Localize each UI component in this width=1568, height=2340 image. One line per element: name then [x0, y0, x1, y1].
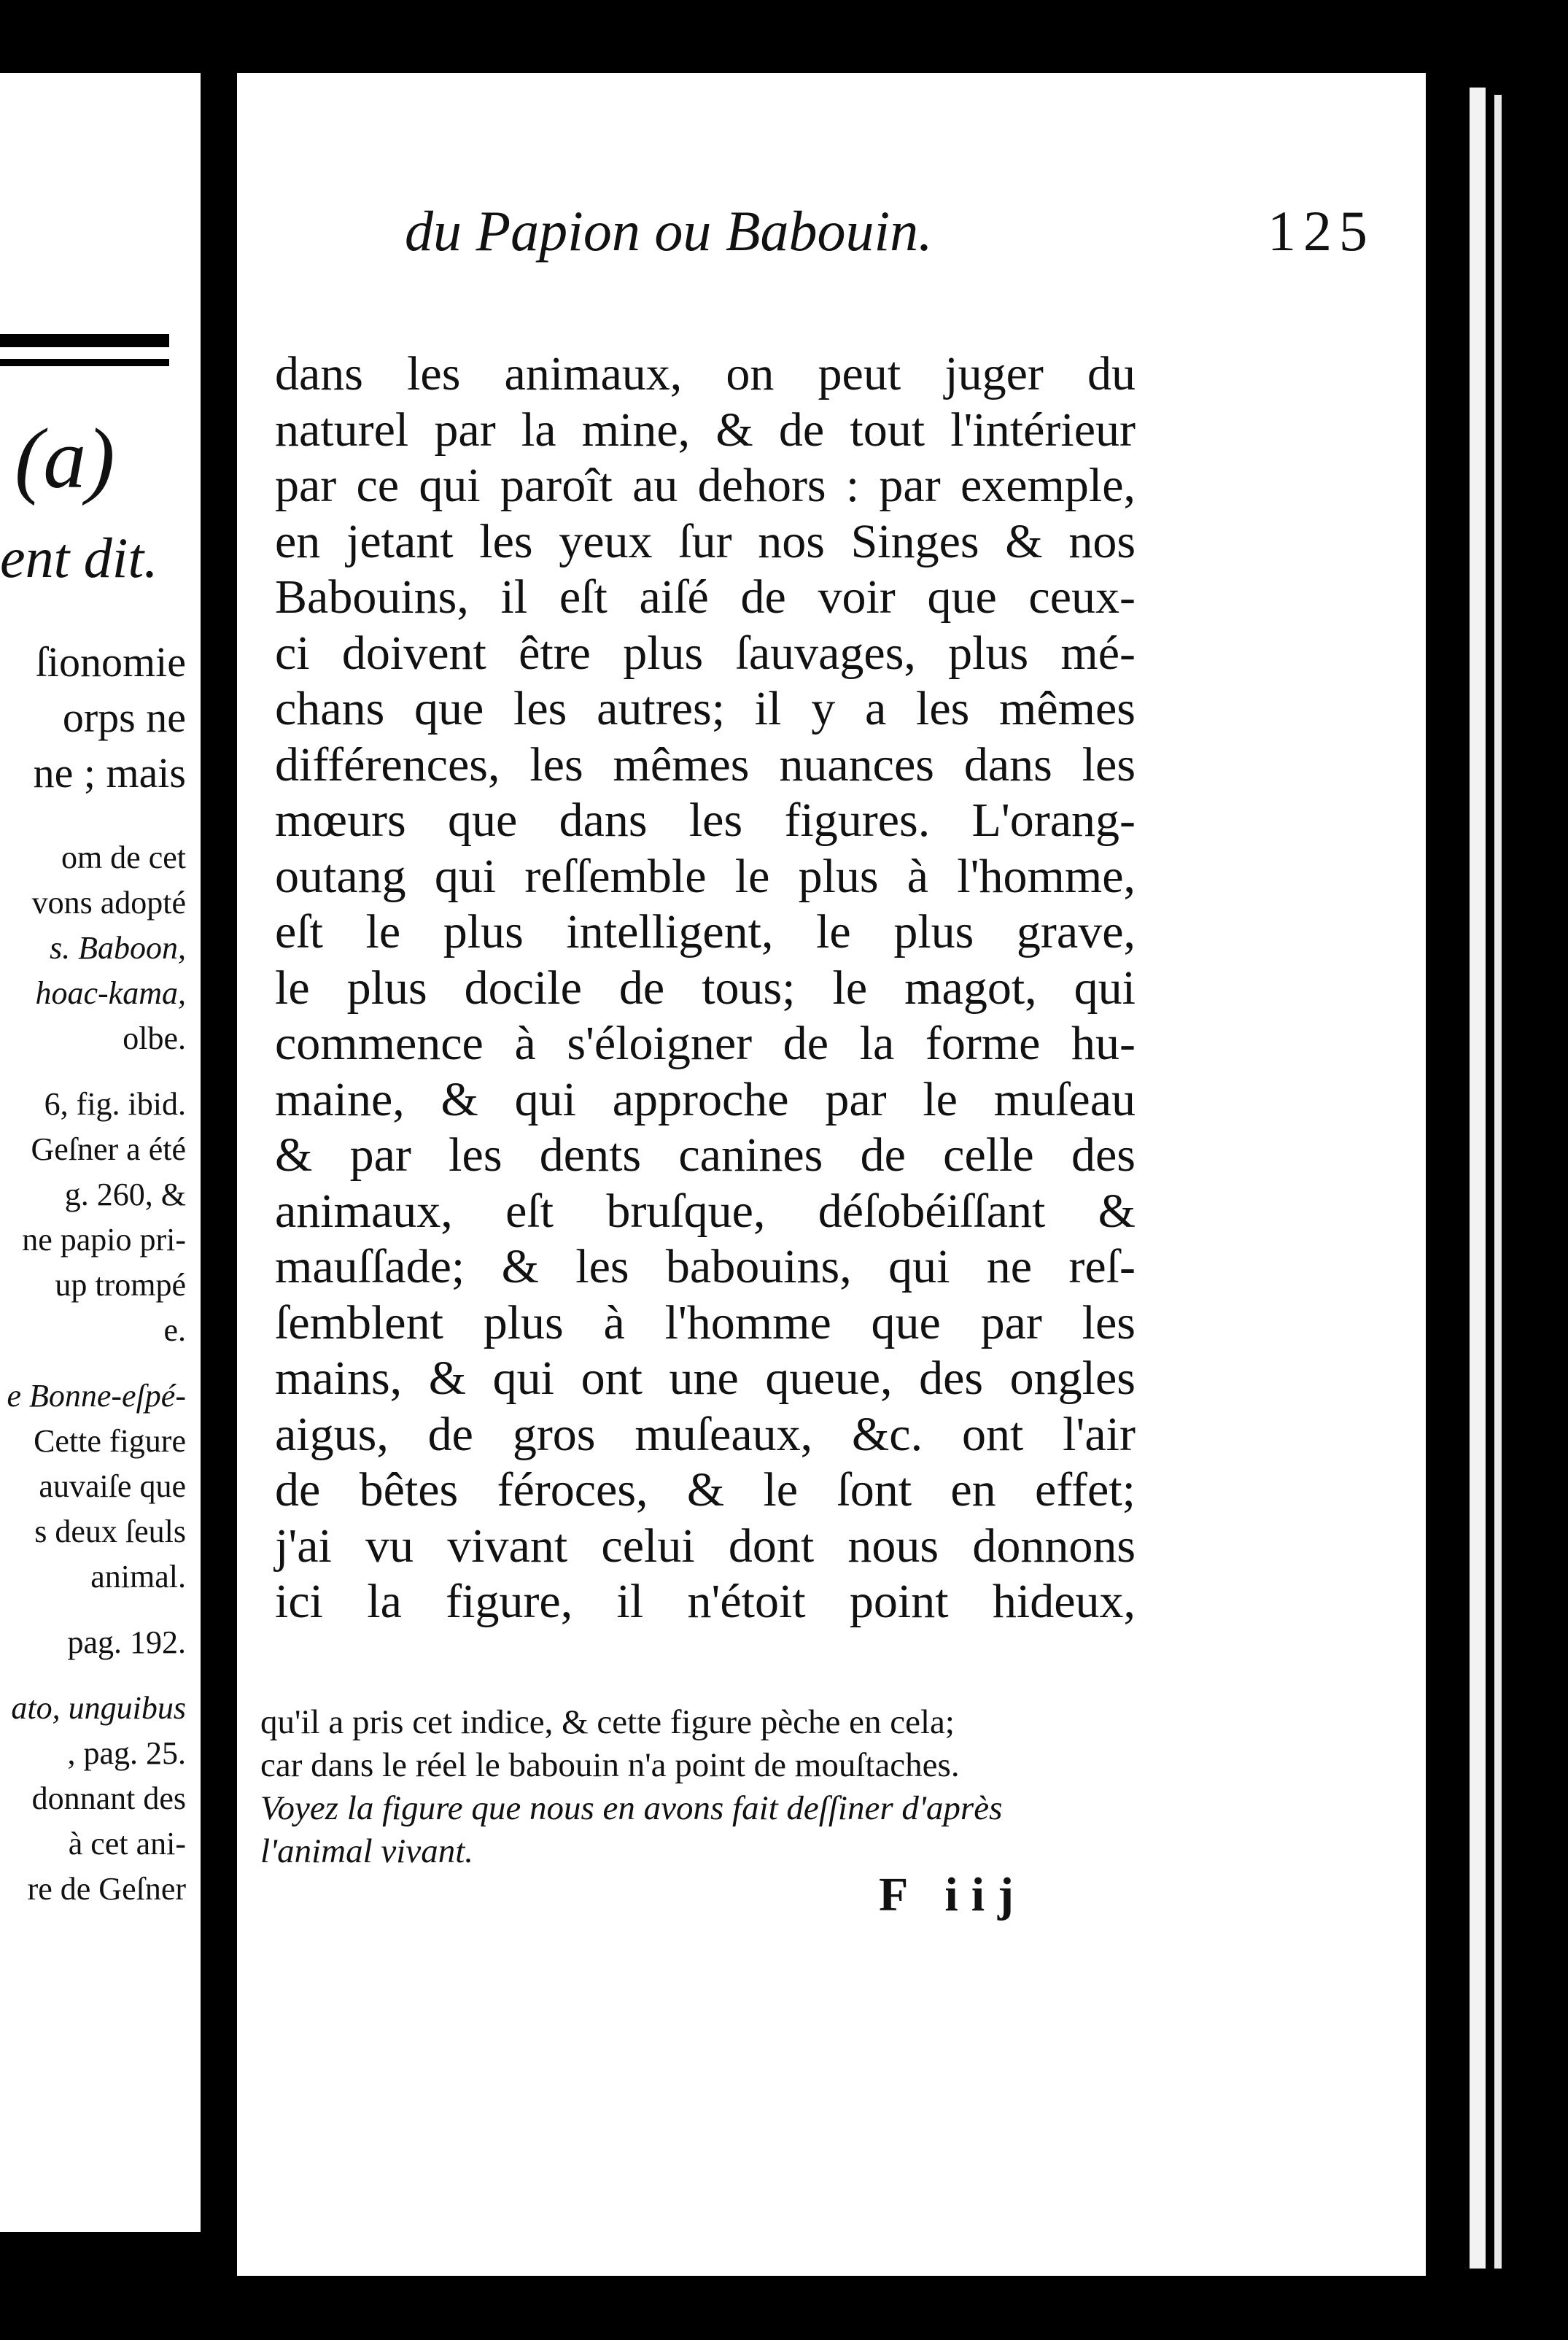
page-header	[405, 198, 1375, 293]
main-page	[237, 73, 1426, 2276]
left-note-line: olbe.	[123, 1020, 186, 1056]
book-gutter	[201, 73, 237, 2232]
left-text-line: ne ; mais	[33, 749, 186, 797]
body-line: Babouins, il eſt aiſé de voir que ceux-	[275, 570, 1136, 624]
left-body-text	[34, 635, 186, 801]
left-note-line: e Bonne-eſpé-	[7, 1378, 186, 1414]
body-line: outang qui reſſemble le plus à l'homme,	[275, 849, 1136, 903]
left-note-line: hoac-kama,	[35, 975, 186, 1011]
left-text-line: orps ne	[62, 694, 186, 741]
left-note-line: pag. 192.	[67, 1624, 186, 1660]
left-note-line: e.	[163, 1312, 186, 1348]
body-line: maine, & qui approche par le muſeau	[275, 1072, 1136, 1126]
body-line: différences, les mêmes nuances dans les	[275, 737, 1136, 791]
book-edge-leaf	[1494, 95, 1502, 2269]
body-text	[275, 346, 1136, 1630]
footnote-line: Voyez la figure que nous en avons fait deſſiner d'après	[260, 1789, 1003, 1827]
footnote-line: car dans le réel le babouin n'a point de mouſtaches.	[260, 1746, 960, 1784]
left-note-line: up trompé	[55, 1267, 186, 1303]
left-note-line: s. Baboon,	[50, 930, 186, 966]
body-line: mains, & qui ont une queue, des ongles	[275, 1352, 1136, 1405]
footnote-line: l'animal vivant.	[260, 1832, 474, 1870]
body-line: & par les dents canines de celle des	[275, 1128, 1136, 1182]
left-page-fragment	[0, 73, 201, 2232]
body-line: commence à s'éloigner de la forme hu-	[275, 1017, 1136, 1070]
body-line: animaux, eſt bruſque, déſobéiſſant &	[275, 1184, 1136, 1238]
body-line: ci doivent être plus ſauvages, plus mé-	[275, 626, 1136, 680]
body-line: mauſſade; & les babouins, qui ne reſ-	[275, 1240, 1136, 1293]
subheading: ent dit.	[0, 526, 158, 589]
body-line: ſemblent plus à l'homme que par les	[275, 1295, 1136, 1349]
page-number: 125	[1268, 199, 1375, 263]
body-line: mœurs que dans les figures. L'orang-	[275, 794, 1136, 847]
body-line: j'ai vu vivant celui dont nous donnons	[275, 1519, 1136, 1573]
body-line: chans que les autres; il y a les mêmes	[275, 682, 1136, 735]
left-note-line: om de cet	[61, 840, 186, 875]
body-line: aigus, de gros muſeaux, &c. ont l'air	[275, 1407, 1136, 1461]
left-note-line: Cette figure	[34, 1423, 186, 1459]
running-head: du Papion ou Babouin.	[405, 199, 933, 263]
body-line: de bêtes féroces, & le ſont en effet;	[275, 1463, 1136, 1516]
left-note-line: 6, fig. ibid.	[44, 1086, 186, 1122]
book-edge-leaf	[1470, 88, 1486, 2269]
left-note-line: auvaiſe que	[39, 1468, 186, 1504]
left-note-line: g. 260, &	[64, 1177, 186, 1212]
body-line: le plus docile de tous; le magot, qui	[275, 961, 1136, 1015]
heading-mark: (a)	[15, 411, 115, 506]
book-edge	[1426, 80, 1470, 2269]
double-rule-bottom	[0, 359, 169, 366]
footnote-line: qu'il a pris cet indice, & cette figure pèche en cela;	[260, 1703, 955, 1741]
book-edge	[1486, 88, 1494, 2269]
left-notes	[7, 835, 186, 1912]
left-note-line: animal.	[90, 1559, 186, 1595]
left-note-line: s deux ſeuls	[34, 1514, 186, 1549]
left-note-line: Geſner a été	[31, 1131, 186, 1167]
body-line: ici la figure, il n'étoit point hideux,	[275, 1575, 1136, 1628]
body-line: en jetant les yeux ſur nos Singes & nos	[275, 514, 1136, 568]
left-note-line: à cet ani-	[68, 1826, 186, 1861]
body-line: naturel par la mine, & de tout l'intérieur	[275, 403, 1136, 457]
left-note-line: donnant des	[31, 1781, 186, 1816]
double-rule-top	[0, 334, 169, 347]
left-note-line: vons adopté	[31, 885, 186, 921]
footnote	[260, 1701, 1157, 1873]
signature-mark: F iij	[879, 1868, 1028, 1921]
left-note-line: ato, unguibus	[11, 1690, 186, 1726]
body-line: eſt le plus intelligent, le plus grave,	[275, 905, 1136, 958]
left-note-line: , pag. 25.	[67, 1735, 186, 1771]
body-line: par ce qui paroît au dehors : par exemple,	[275, 459, 1136, 512]
left-note-line: ne papio pri-	[22, 1222, 186, 1258]
left-text-line: ſionomie	[35, 638, 186, 686]
left-note-line: re de Geſner	[27, 1871, 186, 1907]
body-line: dans les animaux, on peut juger du	[275, 347, 1136, 400]
